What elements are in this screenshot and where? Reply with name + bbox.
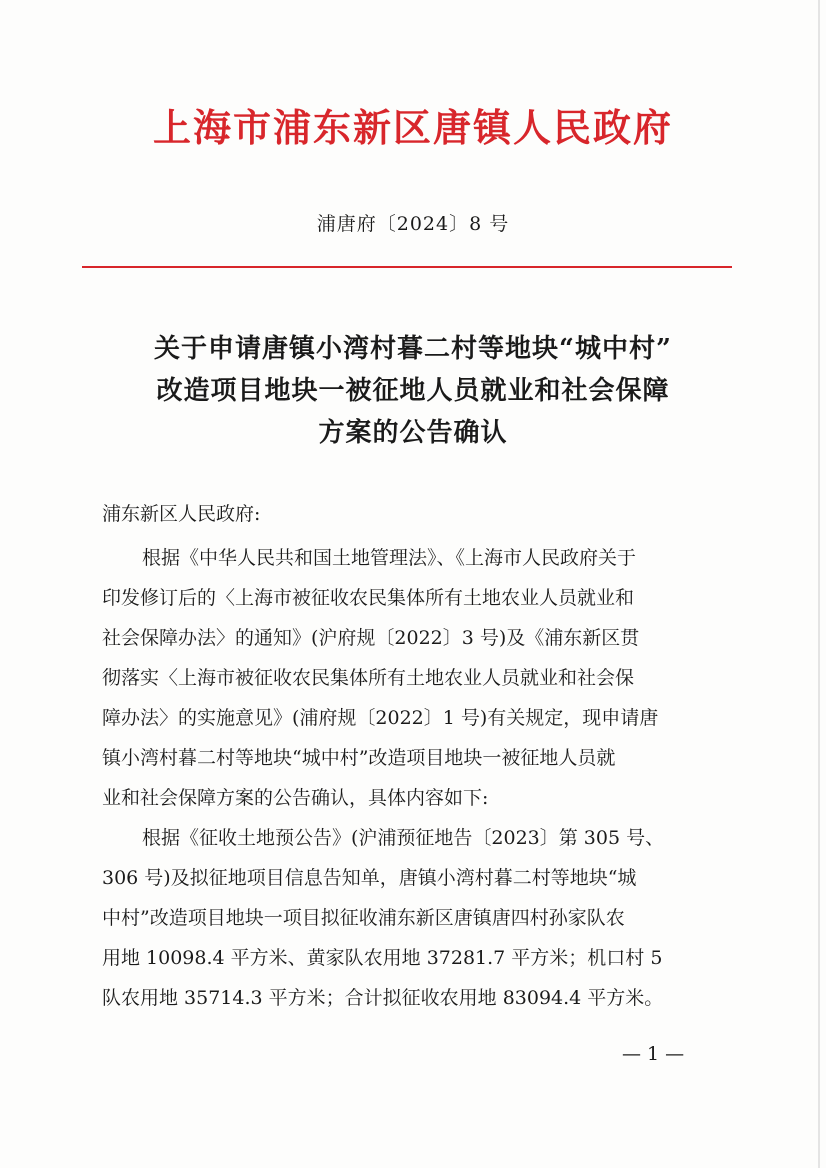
paragraph-line: 用地 10098.4 平方米、黄家队农用地 37281.7 平方米；机口村 5 [102,947,663,969]
paragraph-line: 印发修订后的〈上海市被征收农民集体所有土地农业人员就业和 [102,587,635,609]
title-line: 关于申请唐镇小湾村暮二村等地块“城中村” [154,334,672,364]
paragraph-line: 障办法〉的实施意见》(浦府规〔2022〕1 号)有关规定，现申请唐 [102,707,659,729]
paragraph-line: 根据《中华人民共和国土地管理法》、《上海市人民政府关于 [142,547,637,569]
recipient-line: 浦东新区人民政府: [102,503,261,525]
issuing-authority-header: 上海市浦东新区唐镇人民政府 [152,105,673,150]
paragraph-line: 根据《征收土地预公告》(沪浦预征地告〔2023〕第 305 号、 [142,827,665,849]
paragraph-line: 中村”改造项目地块一项目拟征收浦东新区唐镇唐四村孙家队农 [102,907,625,929]
page-edge-shadow [818,0,820,1168]
paragraph-line: 社会保障办法〉的通知》(沪府规〔2022〕3 号)及《浦东新区贯 [102,627,640,649]
paragraph-line: 业和社会保障方案的公告确认，具体内容如下: [102,787,489,809]
body-paragraph [102,538,710,818]
paragraph-line: 队农用地 35714.3 平方米；合计拟征收农用地 83094.4 平方米。 [102,987,664,1009]
title-line: 方案的公告确认 [318,418,508,448]
paragraph-line: 镇小湾村暮二村等地块“城中村”改造项目地块一被征地人员就 [102,747,616,769]
page-number: — 1 — [622,1043,685,1065]
document-title [70,328,756,454]
title-line: 改造项目地块一被征地人员就业和社会保障 [156,376,670,406]
paragraph-line: 彻落实〈上海市被征收农民集体所有土地农业人员就业和社会保 [102,667,635,689]
red-separator-line [82,266,732,268]
paragraph-line: 306 号)及拟征地项目信息告知单，唐镇小湾村暮二村等地块“城 [102,867,637,889]
document-number: 浦唐府〔2024〕8 号 [316,213,510,235]
body-paragraph [102,818,710,1018]
